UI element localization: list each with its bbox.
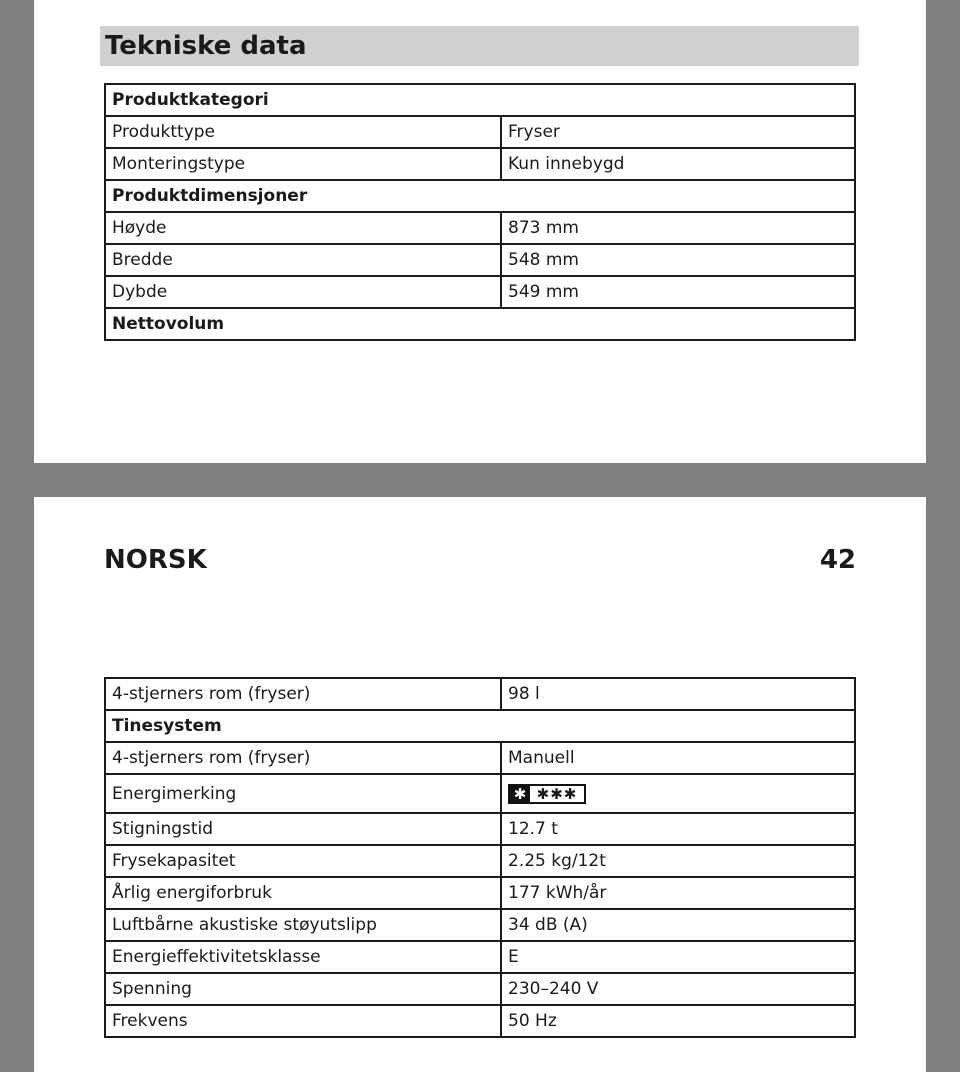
table-row — [105, 813, 855, 845]
spec-label: Spenning — [105, 973, 501, 1005]
group-heading: Produktdimensjoner — [105, 180, 855, 212]
spec-value: 12.7 t — [501, 813, 855, 845]
table-group-row — [105, 180, 855, 212]
technical-data-table — [104, 83, 856, 341]
spec-label: Energimerking — [105, 774, 501, 813]
table-row — [105, 774, 855, 813]
table-row — [105, 941, 855, 973]
table-row — [105, 909, 855, 941]
four-star-freezer-rating-icon — [508, 784, 586, 804]
spec-value: 230–240 V — [501, 973, 855, 1005]
group-heading: Produktkategori — [105, 84, 855, 116]
star-rating-first: ✱ — [510, 786, 530, 802]
table-group-row — [105, 84, 855, 116]
spec-label: Årlig energiforbruk — [105, 877, 501, 909]
table-row — [105, 1005, 855, 1037]
spec-value: 548 mm — [501, 244, 855, 276]
manual-page-top — [34, 0, 926, 463]
spec-value: 873 mm — [501, 212, 855, 244]
group-heading: Tinesystem — [105, 710, 855, 742]
table-row — [105, 877, 855, 909]
spec-label: Energieffektivitetsklasse — [105, 941, 501, 973]
technical-data-table-continued — [104, 677, 856, 1038]
page-number: 42 — [819, 545, 856, 575]
spec-value: 34 dB (A) — [501, 909, 855, 941]
spec-label: 4-stjerners rom (fryser) — [105, 678, 501, 710]
table-row — [105, 116, 855, 148]
table-row — [105, 678, 855, 710]
section-heading: Tekniske data — [100, 26, 859, 66]
spec-value: E — [501, 941, 855, 973]
spec-value: Kun innebygd — [501, 148, 855, 180]
spec-label: 4-stjerners rom (fryser) — [105, 742, 501, 774]
spec-value: 177 kWh/år — [501, 877, 855, 909]
table-group-row — [105, 710, 855, 742]
table-row — [105, 148, 855, 180]
spec-value: Fryser — [501, 116, 855, 148]
table-row — [105, 742, 855, 774]
table-group-row — [105, 308, 855, 340]
spec-value: 50 Hz — [501, 1005, 855, 1037]
spec-value: 549 mm — [501, 276, 855, 308]
table-row — [105, 973, 855, 1005]
spec-label: Frysekapasitet — [105, 845, 501, 877]
spec-label: Produkttype — [105, 116, 501, 148]
spec-label: Dybde — [105, 276, 501, 308]
spec-value — [501, 774, 855, 813]
spec-label: Høyde — [105, 212, 501, 244]
spec-label: Frekvens — [105, 1005, 501, 1037]
group-heading: Nettovolum — [105, 308, 855, 340]
spec-value: Manuell — [501, 742, 855, 774]
star-rating-rest: ✱✱✱ — [536, 784, 578, 803]
spec-label: Luftbårne akustiske støyutslipp — [105, 909, 501, 941]
table-row — [105, 276, 855, 308]
table-row — [105, 212, 855, 244]
table-row — [105, 244, 855, 276]
spec-label: Stigningstid — [105, 813, 501, 845]
table-row — [105, 845, 855, 877]
manual-page-bottom — [34, 497, 926, 1072]
spec-label: Monteringstype — [105, 148, 501, 180]
spec-value: 2.25 kg/12t — [501, 845, 855, 877]
spec-label: Bredde — [105, 244, 501, 276]
spec-value: 98 l — [501, 678, 855, 710]
page-language-header: NORSK — [104, 545, 207, 575]
